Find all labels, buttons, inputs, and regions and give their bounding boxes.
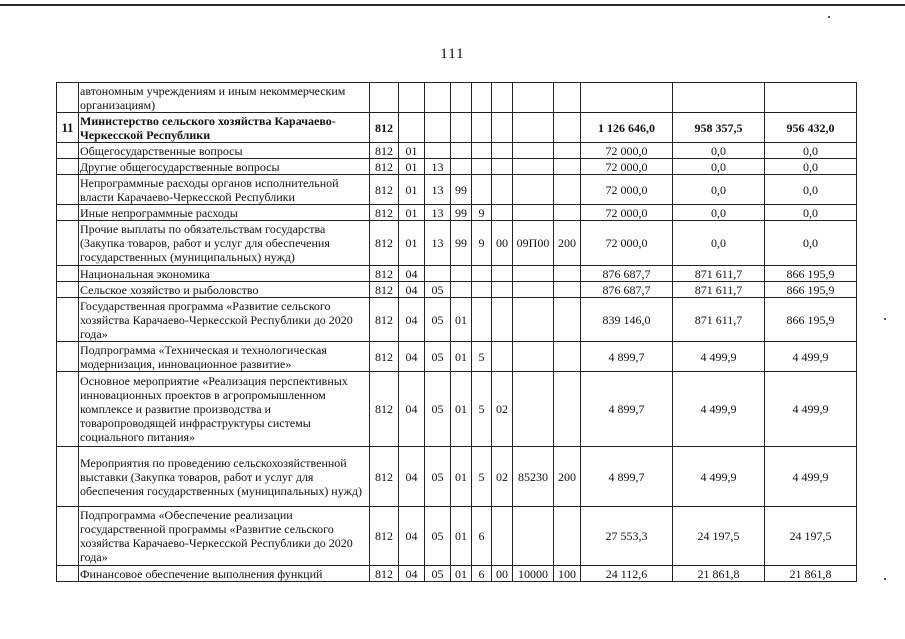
program-code-cell: 01 [451,447,472,507]
subsection-code-cell: 13 [425,175,451,205]
amount-year3-cell: 866 195,9 [765,298,857,342]
amount-year3-cell: 866 195,9 [765,282,857,298]
amount-year1-cell: 876 687,7 [581,282,673,298]
section-code-cell: 04 [399,282,425,298]
program-code-cell: 01 [451,342,472,372]
activity-code-cell [492,298,513,342]
table-row [57,113,857,143]
amount-year1-cell: 27 553,3 [581,507,673,566]
grbs-code-cell: 812 [370,566,399,582]
subsection-code-cell [425,113,451,143]
subsection-code-cell: 05 [425,507,451,566]
row-number-cell [57,507,79,566]
table-row [57,566,857,582]
row-number-cell [57,266,79,282]
amount-year2-cell: 24 197,5 [673,507,765,566]
amount-year2-cell: 0,0 [673,143,765,159]
program-code-cell: 99 [451,205,472,221]
table-row [57,282,857,298]
table-row [57,221,857,266]
program-code-cell: 99 [451,221,472,266]
activity-code-cell: 00 [492,566,513,582]
amount-year3-cell: 4 499,9 [765,372,857,447]
amount-year1-cell: 72 000,0 [581,205,673,221]
grbs-code-cell: 812 [370,175,399,205]
direction-code-cell [513,159,554,175]
table-row [57,83,857,113]
subsection-code-cell: 05 [425,566,451,582]
activity-code-cell [492,282,513,298]
subprogram-code-cell: 9 [472,205,492,221]
amount-year1-cell: 4 899,7 [581,372,673,447]
expense-type-code-cell [554,175,581,205]
expense-type-code-cell [554,143,581,159]
activity-code-cell: 02 [492,447,513,507]
subsection-code-cell: 05 [425,447,451,507]
subsection-code-cell: 13 [425,205,451,221]
row-number-cell [57,298,79,342]
row-number-cell [57,447,79,507]
expense-type-code-cell [554,113,581,143]
subprogram-code-cell [472,266,492,282]
grbs-code-cell [370,83,399,113]
row-number-cell [57,221,79,266]
scan-speck [884,578,886,580]
line-item-name-cell: Государственная программа «Развитие сельского хозяйства Карачаево-Черкесской Республики до 2020 года» [79,298,370,342]
grbs-code-cell: 812 [370,282,399,298]
section-code-cell: 04 [399,447,425,507]
scan-speck [828,16,830,18]
activity-code-cell [492,143,513,159]
line-item-name-cell: Иные непрограммные расходы [79,205,370,221]
section-code-cell: 04 [399,372,425,447]
amount-year3-cell: 956 432,0 [765,113,857,143]
amount-year2-cell: 871 611,7 [673,266,765,282]
amount-year3-cell: 0,0 [765,205,857,221]
program-code-cell [451,113,472,143]
subprogram-code-cell [472,282,492,298]
direction-code-cell [513,83,554,113]
section-code-cell [399,113,425,143]
amount-year3-cell: 21 861,8 [765,566,857,582]
activity-code-cell [492,113,513,143]
amount-year2-cell: 0,0 [673,205,765,221]
activity-code-cell [492,175,513,205]
grbs-code-cell: 812 [370,266,399,282]
line-item-name-cell: Непрограммные расходы органов исполнительной власти Карачаево-Черкесской Республики [79,175,370,205]
subprogram-code-cell: 5 [472,342,492,372]
amount-year3-cell: 0,0 [765,159,857,175]
section-code-cell: 01 [399,221,425,266]
amount-year2-cell: 0,0 [673,175,765,205]
amount-year3-cell: 0,0 [765,175,857,205]
amount-year2-cell: 4 499,9 [673,372,765,447]
expense-type-code-cell [554,298,581,342]
direction-code-cell [513,266,554,282]
row-number-cell [57,566,79,582]
expense-type-code-cell [554,507,581,566]
activity-code-cell [492,266,513,282]
table-row [57,143,857,159]
grbs-code-cell: 812 [370,342,399,372]
grbs-code-cell: 812 [370,143,399,159]
amount-year1-cell: 1 126 646,0 [581,113,673,143]
program-code-cell: 01 [451,298,472,342]
section-code-cell: 04 [399,507,425,566]
direction-code-cell [513,143,554,159]
subprogram-code-cell [472,175,492,205]
table-row [57,159,857,175]
amount-year1-cell: 72 000,0 [581,159,673,175]
table-row [57,205,857,221]
row-number-cell [57,83,79,113]
line-item-name-cell: Основное мероприятие «Реализация перспективных инновационных проектов в агропромышленном комплексе и развитие производства и товаропроводящей инфраструктуры системы социального питания» [79,372,370,447]
table-row [57,447,857,507]
table-row [57,175,857,205]
table-body [57,83,857,582]
budget-table [56,82,857,582]
table-row [57,298,857,342]
row-number-cell [57,159,79,175]
expense-type-code-cell [554,282,581,298]
row-number-cell: 11 [57,113,79,143]
line-item-name-cell: Финансовое обеспечение выполнения функций [79,566,370,582]
subsection-code-cell [425,83,451,113]
amount-year2-cell: 4 499,9 [673,447,765,507]
line-item-name-cell: автономным учреждениям и иным некоммерческим организациям) [79,83,370,113]
grbs-code-cell: 812 [370,507,399,566]
subprogram-code-cell: 5 [472,372,492,447]
subprogram-code-cell: 9 [472,221,492,266]
row-number-cell [57,342,79,372]
subsection-code-cell [425,143,451,159]
amount-year3-cell [765,83,857,113]
subsection-code-cell: 13 [425,159,451,175]
amount-year2-cell: 871 611,7 [673,282,765,298]
line-item-name-cell: Мероприятия по проведению сельскохозяйственной выставки (Закупка товаров, работ и услуг для обеспечения государственных (муниципальных) нужд) [79,447,370,507]
page-number: 111 [440,46,465,62]
row-number-cell [57,282,79,298]
amount-year3-cell: 0,0 [765,221,857,266]
subsection-code-cell: 05 [425,298,451,342]
row-number-cell [57,175,79,205]
amount-year3-cell: 24 197,5 [765,507,857,566]
line-item-name-cell: Министерство сельского хозяйства Карачаево-Черкесской Республики [79,113,370,143]
subsection-code-cell: 05 [425,372,451,447]
line-item-name-cell: Национальная экономика [79,266,370,282]
subprogram-code-cell: 6 [472,566,492,582]
subprogram-code-cell [472,113,492,143]
amount-year2-cell [673,83,765,113]
subsection-code-cell: 05 [425,342,451,372]
program-code-cell [451,282,472,298]
amount-year3-cell: 4 499,9 [765,342,857,372]
direction-code-cell [513,175,554,205]
subprogram-code-cell: 5 [472,447,492,507]
line-item-name-cell: Другие общегосударственные вопросы [79,159,370,175]
subprogram-code-cell [472,83,492,113]
amount-year3-cell: 4 499,9 [765,447,857,507]
amount-year3-cell: 866 195,9 [765,266,857,282]
subprogram-code-cell [472,159,492,175]
program-code-cell [451,143,472,159]
section-code-cell: 01 [399,175,425,205]
activity-code-cell: 00 [492,221,513,266]
amount-year2-cell: 21 861,8 [673,566,765,582]
amount-year1-cell: 72 000,0 [581,175,673,205]
amount-year1-cell: 839 146,0 [581,298,673,342]
grbs-code-cell: 812 [370,447,399,507]
expense-type-code-cell: 100 [554,566,581,582]
line-item-name-cell: Общегосударственные вопросы [79,143,370,159]
table-row [57,342,857,372]
amount-year2-cell: 958 357,5 [673,113,765,143]
grbs-code-cell: 812 [370,372,399,447]
expense-type-code-cell [554,205,581,221]
expense-type-code-cell: 200 [554,447,581,507]
section-code-cell: 04 [399,298,425,342]
subprogram-code-cell [472,298,492,342]
table-row [57,372,857,447]
program-code-cell: 01 [451,507,472,566]
expense-type-code-cell [554,342,581,372]
activity-code-cell [492,83,513,113]
direction-code-cell [513,113,554,143]
direction-code-cell [513,507,554,566]
direction-code-cell: 85230 [513,447,554,507]
amount-year1-cell: 72 000,0 [581,221,673,266]
table-row [57,266,857,282]
amount-year2-cell: 0,0 [673,221,765,266]
expense-type-code-cell [554,159,581,175]
program-code-cell [451,266,472,282]
expense-type-code-cell [554,83,581,113]
program-code-cell [451,83,472,113]
direction-code-cell [513,282,554,298]
amount-year2-cell: 4 499,9 [673,342,765,372]
grbs-code-cell: 812 [370,205,399,221]
section-code-cell [399,83,425,113]
direction-code-cell: 10000 [513,566,554,582]
program-code-cell: 01 [451,372,472,447]
amount-year2-cell: 0,0 [673,159,765,175]
grbs-code-cell: 812 [370,221,399,266]
table-row [57,507,857,566]
activity-code-cell [492,205,513,221]
grbs-code-cell: 812 [370,298,399,342]
direction-code-cell: 09П00 [513,221,554,266]
section-code-cell: 01 [399,143,425,159]
subsection-code-cell [425,266,451,282]
amount-year2-cell: 871 611,7 [673,298,765,342]
expense-type-code-cell [554,266,581,282]
section-code-cell: 04 [399,342,425,372]
program-code-cell: 99 [451,175,472,205]
amount-year1-cell: 24 112,6 [581,566,673,582]
section-code-cell: 01 [399,205,425,221]
direction-code-cell [513,342,554,372]
amount-year3-cell: 0,0 [765,143,857,159]
activity-code-cell [492,159,513,175]
amount-year1-cell [581,83,673,113]
activity-code-cell: 02 [492,372,513,447]
grbs-code-cell: 812 [370,113,399,143]
row-number-cell [57,205,79,221]
expense-type-code-cell [554,372,581,447]
activity-code-cell [492,342,513,372]
line-item-name-cell: Подпрограмма «Обеспечение реализации государственной программы «Развитие сельского хозяйства Карачаево-Черкесской Республики до 2020 года» [79,507,370,566]
grbs-code-cell: 812 [370,159,399,175]
line-item-name-cell: Прочие выплаты по обязательствам государства (Закупка товаров, работ и услуг для обеспечения государственных (муниципальных) нужд) [79,221,370,266]
direction-code-cell [513,298,554,342]
amount-year1-cell: 72 000,0 [581,143,673,159]
line-item-name-cell: Подпрограмма «Техническая и технологическая модернизация, инновационное развитие» [79,342,370,372]
row-number-cell [57,143,79,159]
amount-year1-cell: 4 899,7 [581,447,673,507]
line-item-name-cell: Сельское хозяйство и рыболовство [79,282,370,298]
program-code-cell [451,159,472,175]
activity-code-cell [492,507,513,566]
subprogram-code-cell: 6 [472,507,492,566]
amount-year1-cell: 4 899,7 [581,342,673,372]
subprogram-code-cell [472,143,492,159]
subsection-code-cell: 13 [425,221,451,266]
row-number-cell [57,372,79,447]
program-code-cell: 01 [451,566,472,582]
scan-edge-line [0,4,905,6]
expense-type-code-cell: 200 [554,221,581,266]
amount-year1-cell: 876 687,7 [581,266,673,282]
direction-code-cell [513,205,554,221]
section-code-cell: 04 [399,566,425,582]
subsection-code-cell: 05 [425,282,451,298]
section-code-cell: 04 [399,266,425,282]
direction-code-cell [513,372,554,447]
scan-speck [884,318,886,320]
section-code-cell: 01 [399,159,425,175]
